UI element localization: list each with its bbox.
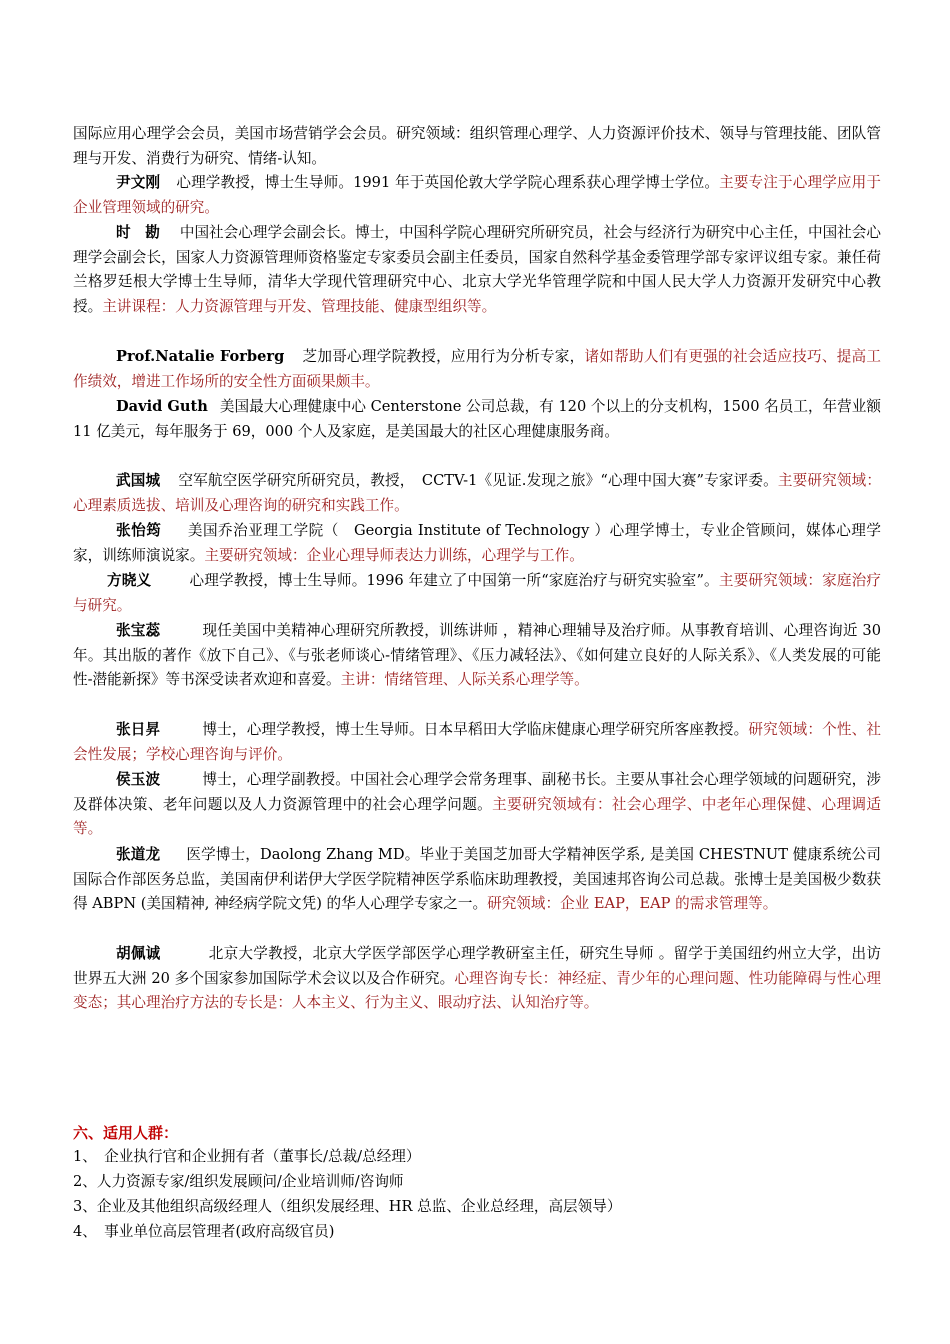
expert-highlight: 研究领域：企业 EAP，EAP 的需求管理等。 — [487, 895, 778, 912]
expert-entry — [73, 395, 881, 444]
expert-desc: 心理学教授，博士生导师。1991 年于英国伦敦大学学院心理系获心理学博士学位。 — [176, 174, 720, 191]
expert-highlight: 主要研究领域：心理素质选拔、培训及心理咨询的研究和实践工作。 — [73, 472, 881, 514]
expert-entry — [73, 469, 881, 518]
expert-name: 侯玉波 — [116, 771, 161, 788]
expert-name: David Guth — [116, 398, 208, 415]
intro-paragraph — [73, 122, 881, 171]
expert-entry — [73, 619, 881, 693]
expert-highlight: 主要研究领域：家庭治疗与研究。 — [73, 572, 881, 614]
expert-name: 张道龙 — [116, 846, 161, 863]
expert-name: 方晓义 — [107, 572, 152, 589]
expert-name: 武国城 — [116, 472, 161, 489]
expert-name: Prof.Natalie Forberg — [116, 348, 285, 365]
expert-desc: 空军航空医学研究所研究员，教授， CCTV-1《见证.发现之旅》“心理中国大赛”专家评委。 — [178, 472, 778, 489]
intro-text: 国际应用心理学会会员，美国市场营销学会会员。研究领域：组织管理心理学、人力资源评价技术、领导与管理技能、团队管理与开发、消费行为研究、情绪-认知。 — [73, 125, 881, 167]
expert-desc: 心理学教授，博士生导师。1996 年建立了中国第一所“家庭治疗与研究实验室”。 — [189, 572, 719, 589]
expert-highlight: 主讲：情绪管理、人际关系心理学等。 — [340, 671, 589, 688]
expert-entry — [73, 718, 881, 767]
expert-name: 张宝蕊 — [116, 622, 161, 639]
expert-name: 胡佩诚 — [116, 945, 161, 962]
expert-desc: 美国乔治亚理工学院（ Georgia Institute of Technology ）心理学博士，专业企管顾问，媒体心理学家，训练师演说家。 — [73, 522, 881, 564]
expert-highlight: 诸如帮助人们有更强的社会适应技巧、提高工作绩效，增进工作场所的安全性方面硕果颇丰。 — [73, 348, 881, 390]
expert-highlight: 研究领域：个性、社会性发展；学校心理咨询与评价。 — [73, 721, 881, 763]
expert-name: 尹文刚 — [116, 174, 161, 191]
expert-desc: 医学博士，Daolong Zhang MD。毕业于美国芝加哥大学精神医学系, 是美国 CHESTNUT 健康系统公司国际合作部医务总监，美国南伊利诺伊大学医学院精神医学系临床助理教授，美国速邦咨询公司总裁。张博士是美国极少数获得 ABPN (美国精神, 神经病学院文凭) 的华人心理学专家之一。 — [73, 846, 881, 912]
expert-entry — [73, 345, 881, 394]
expert-entry — [73, 768, 881, 842]
list-item: 4、 事业单位高层管理者(政府高级官员) — [73, 1223, 335, 1240]
audience-list — [73, 1144, 881, 1244]
expert-highlight: 心理咨询专长：神经症、青少年的心理问题、性功能障碍与性心理变态；其心理治疗方法的专长是：人本主义、行为主义、眼动疗法、认知治疗等。 — [73, 969, 881, 1011]
expert-highlight: 主要研究领域有：社会心理学、中老年心理保健、心理调适等。 — [73, 795, 881, 837]
list-item: 1、 企业执行官和企业拥有者（董事长/总裁/总经理） — [73, 1148, 421, 1165]
expert-highlight: 主要研究领域：企业心理导师表达力训练，心理学与工作。 — [204, 546, 584, 564]
expert-desc: 博士，心理学副教授。中国社会心理学会常务理事、副秘书长。主要从事社会心理学领域的问题研究，涉及群体决策、老年问题以及人力资源管理中的社会心理学问题。 — [73, 771, 881, 813]
expert-desc: 中国社会心理学会副会长。博士，中国科学院心理研究所研究员，社会与经济行为研究中心主任，中国社会心理学会副会长，国家人力资源管理师资格鉴定专家委员会副主任委员，国家自然科学基金委管理学部专家评议组专家。兼任荷兰格罗廷根大学博士生导师，清华大学现代管理研究中心、北京大学光华管理学院和中国人民大学人力资源开发研究中心教授。 — [73, 224, 881, 315]
expert-entry — [73, 221, 881, 319]
expert-highlight: 主要专注于心理学应用于企业管理领域的研究。 — [73, 174, 881, 216]
list-item: 3、企业及其他组织高级经理人（组织发展经理、HR 总监、企业总经理，高层领导） — [73, 1198, 622, 1215]
expert-entry — [73, 569, 881, 618]
expert-name: 张日昇 — [116, 721, 161, 738]
expert-highlight: 主讲课程：人力资源管理与开发、管理技能、健康型组织等。 — [102, 297, 497, 315]
expert-entry — [73, 942, 881, 1016]
expert-desc: 北京大学教授，北京大学医学部医学心理学教研室主任，研究生导师 。留学于美国纽约州立大学，出访世界五大洲 20 多个国家参加国际学术会议以及合作研究。 — [73, 945, 881, 987]
expert-name: 时 勘 — [116, 224, 160, 241]
expert-entry — [73, 843, 881, 917]
expert-desc: 美国最大心理健康中心 Centerstone 公司总裁，有 120 个以上的分支机构，1500 名员工，年营业额 11 亿美元，每年服务于 69，000 个人及家庭，是美国最大的社区心理健康服务商。 — [73, 398, 881, 440]
expert-entry — [73, 519, 881, 568]
expert-name: 张怡筠 — [116, 522, 162, 539]
expert-desc: 芝加哥心理学院教授，应用行为分析专家， — [302, 348, 585, 365]
list-item: 2、人力资源专家/组织发展顾问/企业培训师/咨询师 — [73, 1173, 404, 1190]
expert-desc: 博士，心理学教授，博士生导师。日本早稻田大学临床健康心理学研究所客座教授。 — [202, 721, 749, 738]
expert-entry — [73, 171, 881, 220]
expert-desc: 现任美国中美精神心理研究所教授，训练讲师 ，精神心理辅导及治疗师。从事教育培训、心理咨询近 30 年。其出版的著作《放下自己》、《与张老师谈心-情绪管理》、《压力减轻法》、《如何建立良好的人际关系》、《人类发展的可能性-潜能新探》等书深受读者欢迎和喜爱。 — [73, 622, 881, 688]
section-title: 六、适用人群： — [73, 1124, 179, 1142]
